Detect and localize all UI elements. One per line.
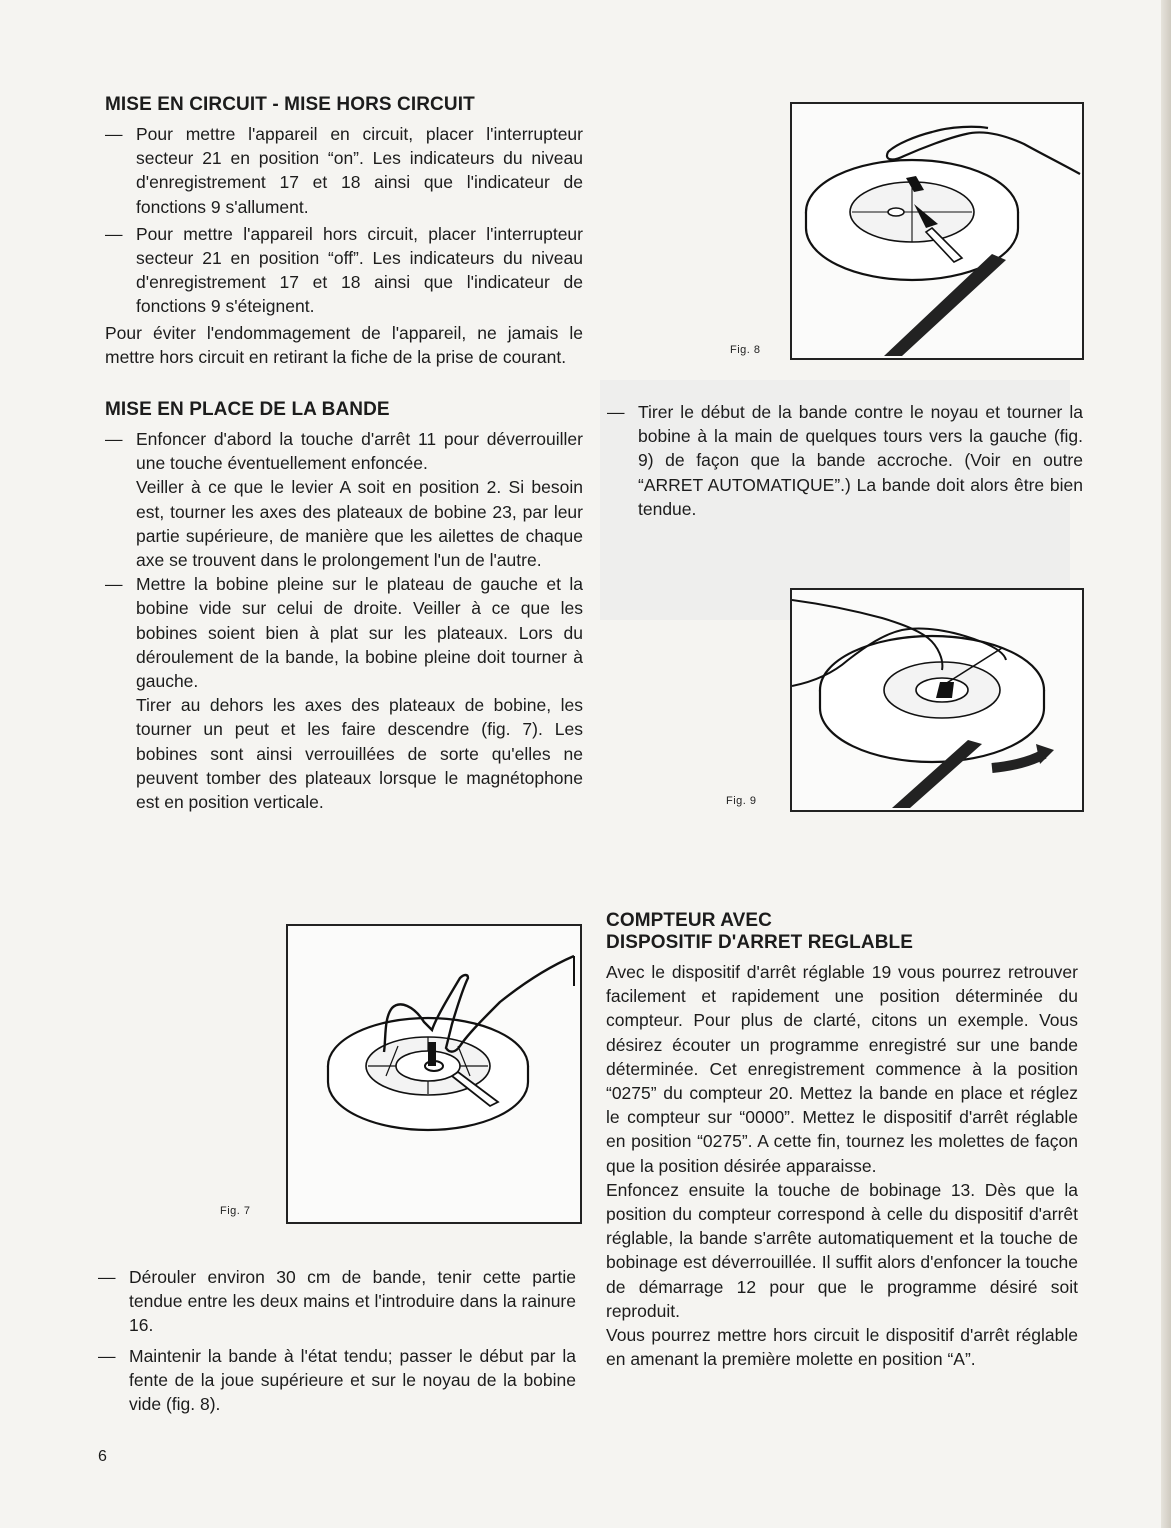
section-title-counter — [606, 910, 1078, 954]
paragraph: Vous pourrez mettre hors circuit le dispositif d'arrêt réglable en amenant la première molette en position “A”. — [606, 1325, 1078, 1370]
reel-winding-illustration — [792, 590, 1082, 810]
list-item: — Pour mettre l'appareil hors circuit, placer l'interrupteur secteur 21 en position “off”. Les indicateurs du niveau d'enregistrement 17 et 18 ainsi que l'indicateur de fonctions 9 s'éteignent. — [105, 222, 583, 319]
section-title-counter-line2: DISPOSITIF D'ARRET REGLABLE — [606, 932, 914, 953]
figure-7-caption: Fig. 7 — [220, 1205, 251, 1217]
list-item: — Tirer le début de la bande contre le noyau et tourner la bobine à la main de quelques tours vers la gauche (fig. 9) de façon que la bande accroche. (Voir en outre “ARRET AUTOMATIQUE”.) La bande doit alors être bien tendue. — [607, 400, 1083, 521]
list-item-continuation: Tirer au dehors les axes des plateaux de bobine, les tourner un peut et les faire descendre (fig. 7). Les bobines sont ainsi verrouillées de sorte qu'elles ne peuvent tomber des plateaux lorsque le magnétophone est en position verticale. — [136, 695, 583, 813]
figure-8-threading-tape — [790, 102, 1084, 360]
list-item: — Enfoncer d'abord la touche d'arrêt 11 pour déverrouiller une touche éventuellement enfoncée. — [105, 427, 583, 475]
counter-section — [606, 910, 1078, 1371]
section-title-counter-line1: COMPTEUR AVEC — [606, 910, 772, 931]
figure-8-caption: Fig. 8 — [730, 344, 761, 356]
figure-7-reel-locking — [286, 924, 582, 1224]
list-item-continuation: Veiller à ce que le levier A soit en position 2. Si besoin est, tourner les axes des plateaux de bobine 23, par leur partie supérieure, de manière que les ailettes de chaque axe se trouvent dans le prolongement l'un de l'autre. — [136, 477, 583, 571]
list-item: — Pour mettre l'appareil en circuit, placer l'interrupteur secteur 21 en position “on”. Les indicateurs du niveau d'enregistrement 17 et 18 ainsi que l'indicateur de fonctions 9 s'allument. — [105, 122, 583, 219]
list-item: — Maintenir la bande à l'état tendu; passer le début par la fente de la joue supérieure et sur le noyau de la bobine vide (fig. 8). — [98, 1344, 576, 1417]
reel-hand-illustration — [288, 926, 580, 1222]
page-number: 6 — [98, 1448, 107, 1465]
paragraph: Avec le dispositif d'arrêt réglable 19 vous pourrez retrouver facilement et rapidement une position déterminée du compteur. Pour plus de clarté, citons un exemple. Vous désirez écouter un programme enregistré sur une bande déterminée. Cet enregistrement commence à la position “0275” du compteur 20. Mettez la bande en place et réglez le compteur sur “0000”. Mettez le dispositif d'arrêt réglable en position “0275”. A cette fin, tournez les molettes de façon que la position désirée apparaisse. — [606, 962, 1078, 1176]
left-column — [105, 94, 583, 814]
left-bottom-items — [98, 1265, 576, 1416]
list-item: — Mettre la bobine pleine sur le plateau de gauche et la bobine vide sur celui de droite. Veiller à ce que les bobines soient bien à plat sur les plateaux. Lors du déroulement de la bande, la bobine pleine doit tourner à gauche. — [105, 572, 583, 693]
warning-note: Pour éviter l'endommagement de l'appareil, ne jamais le mettre hors circuit en retirant la fiche de la prise de courant. — [105, 322, 583, 367]
section-title-tape-loading: MISE EN PLACE DE LA BANDE — [105, 399, 390, 421]
paragraph: Enfoncez ensuite la touche de bobinage 13. Dès que la position du compteur correspond à celle du dispositif d'arrêt réglable, la bande s'arrête automatiquement et la touche de bobinage est déverrouillée. Il suffit alors d'enfoncer la touche de démarrage 12 pour que le programme désiré soit reproduit. — [606, 1179, 1078, 1321]
reel-threading-illustration — [792, 104, 1082, 358]
page-edge — [1161, 0, 1171, 1528]
list-item: — Dérouler environ 30 cm de bande, tenir cette partie tendue entre les deux mains et l'introduire dans la rainure 16. — [98, 1265, 576, 1338]
figure-9-winding-reel — [790, 588, 1084, 812]
right-item — [607, 400, 1083, 521]
section-title-power: MISE EN CIRCUIT - MISE HORS CIRCUIT — [105, 94, 475, 115]
figure-9-caption: Fig. 9 — [726, 795, 757, 807]
